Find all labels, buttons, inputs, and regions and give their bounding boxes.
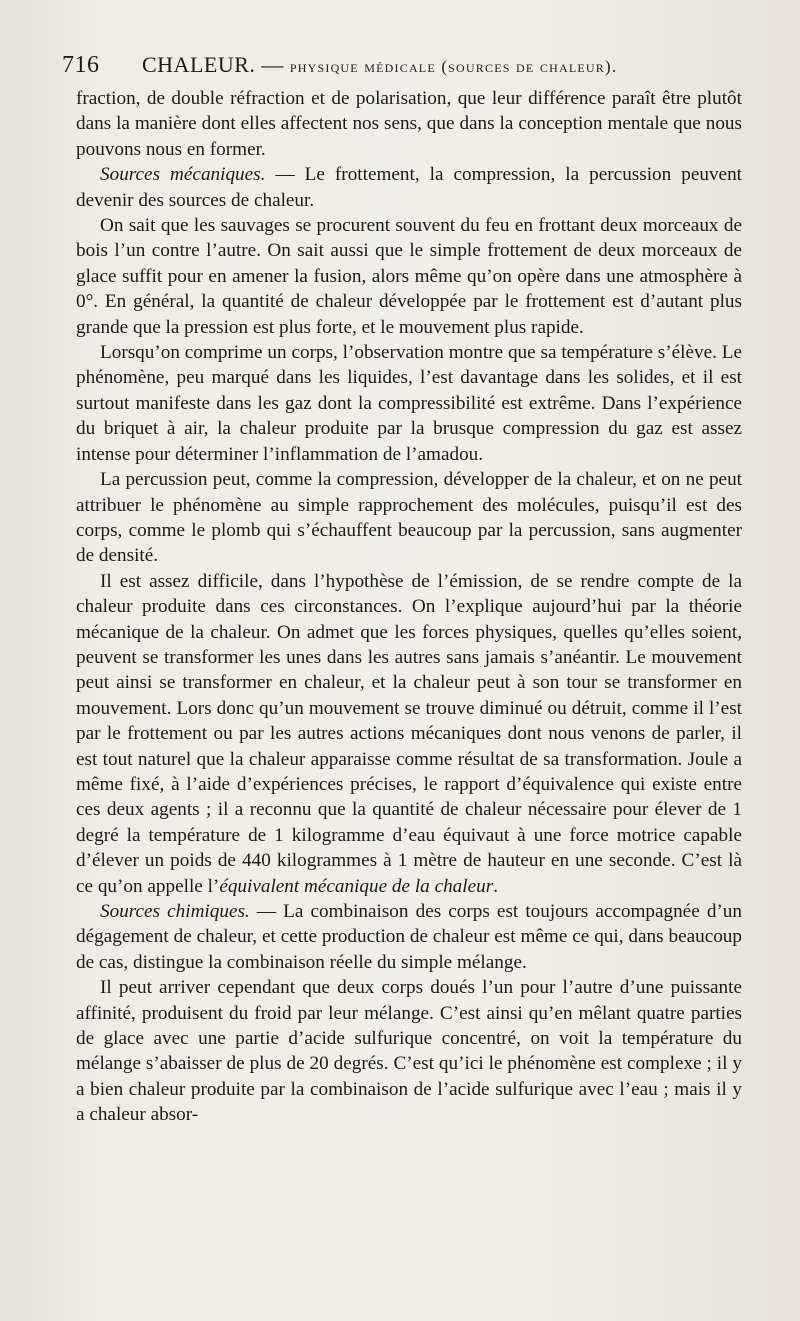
- paragraph-text: — La combinaison des corps est toujours accompagnée d’un dégagement de chaleur, et cette production de chaleur est même ce qui, dans beaucoup de cas, distingue la combinaison réelle du simple mélange.: [76, 901, 742, 973]
- paragraph: [76, 340, 742, 467]
- header-dash: —: [255, 52, 290, 77]
- page-number: 716: [62, 52, 100, 78]
- paragraph-text: Il peut arriver cependant que deux corps doués l’un pour l’autre d’une puissante affinité, produisent du froid par leur mélange. C’est ainsi qu’en mêlant quatre parties de glace avec une partie d’acide sulfurique concentré, on voit la température du mélange s’abaisser de plus de 20 degrés. C’est qu’ici le phénomène est complexe ; il y a bien chaleur produite par la combinaison de l’acide sulfurique avec l’eau ; mais il y a chaleur absor-: [76, 977, 742, 1126]
- paragraph-continued: [76, 86, 742, 162]
- paragraph-text: La percussion peut, comme la compression, développer de la chaleur, et on ne peut attribuer le phénomène au simple rapprochement des molécules, puisqu’il est des corps, comme le plomb qui s’échauffent beaucoup par la percussion, sans augmenter de densité.: [76, 469, 742, 567]
- body-text: [76, 86, 742, 1128]
- paragraph-tail: .: [493, 875, 498, 897]
- paragraph-text: Lorsqu’on comprime un corps, l’observation montre que sa température s’élève. Le phénomène, peu marqué dans les liquides, l’est davantage dans les solides, et il est surtout manifeste dans les gaz dont la compressibilité est extrême. Dans l’expérience du briquet à air, la chaleur produite par la brusque compression du gaz est assez intense pour déterminer l’inflammation de l’amadou.: [76, 342, 742, 465]
- chapter-title: CHALEUR.: [142, 52, 256, 77]
- running-header: [62, 52, 742, 79]
- paragraph: [76, 467, 742, 569]
- paragraph: [76, 569, 742, 899]
- section-lead: Sources mécaniques.: [100, 164, 266, 186]
- paragraph-text: fraction, de double réfraction et de polarisation, que leur différence paraît être plutôt dans la manière dont elles affectent nos sens, que dans la conception mentale que nous pouvons nous en former.: [76, 88, 742, 160]
- paragraph-text: — Le frottement, la compression, la percussion peuvent devenir des sources de chaleur.: [76, 164, 742, 211]
- paragraph: [76, 975, 742, 1127]
- emphasized-term: équivalent mécanique de la chaleur: [219, 875, 494, 897]
- paragraph: [76, 213, 742, 340]
- section-lead: Sources chimiques.: [100, 901, 250, 922]
- paragraph-text: Il est assez difficile, dans l’hypothèse de l’émission, de se rendre compte de la chaleur produite dans ces circonstances. On l’explique aujourd’hui par la théorie mécanique de la chaleur. On admet que les forces physiques, quelles qu’elles soient, peuvent se transformer les unes dans les autres sans jamais s’anéantir. Le mouvement peut ainsi se transformer en chaleur, et la chaleur peut à son tour se transformer en mouvement. Lors donc qu’un mouvement se trouve diminué ou détruit, comme il l’est par le frottement ou par les autres actions mécaniques dont nous venons de parler, il est tout naturel que la chaleur apparaisse comme résultat de sa transformation. Joule a même fixé, à l’aide d’expériences précises, le rapport d’équivalence qui existe entre ces deux agents ; il a reconnu que la quantité de chaleur nécessaire pour élever de 1 degré la température de 1 kilogramme d’eau équivaut à une force motrice capable d’élever un poids de 440 kilogrammes à 1 mètre de hauteur en une seconde. C’est là ce qu’on appelle l’: [76, 570, 742, 897]
- paragraph-sources-mecaniques: [76, 162, 742, 213]
- section-subtitle: physique médicale (sources de chaleur).: [289, 57, 618, 76]
- paragraph-sources-chimiques: [76, 899, 742, 975]
- paragraph-text: On sait que les sauvages se procurent souvent du feu en frottant deux morceaux de bois l’un contre l’autre. On sait aussi que le simple frottement de deux morceaux de glace suffit pour en amener la fusion, alors même qu’on opère dans une atmosphère à 0°. En général, la quantité de chaleur développée par le frottement est d’autant plus grande que la pression est plus forte, et le mouvement plus rapide.: [76, 215, 742, 338]
